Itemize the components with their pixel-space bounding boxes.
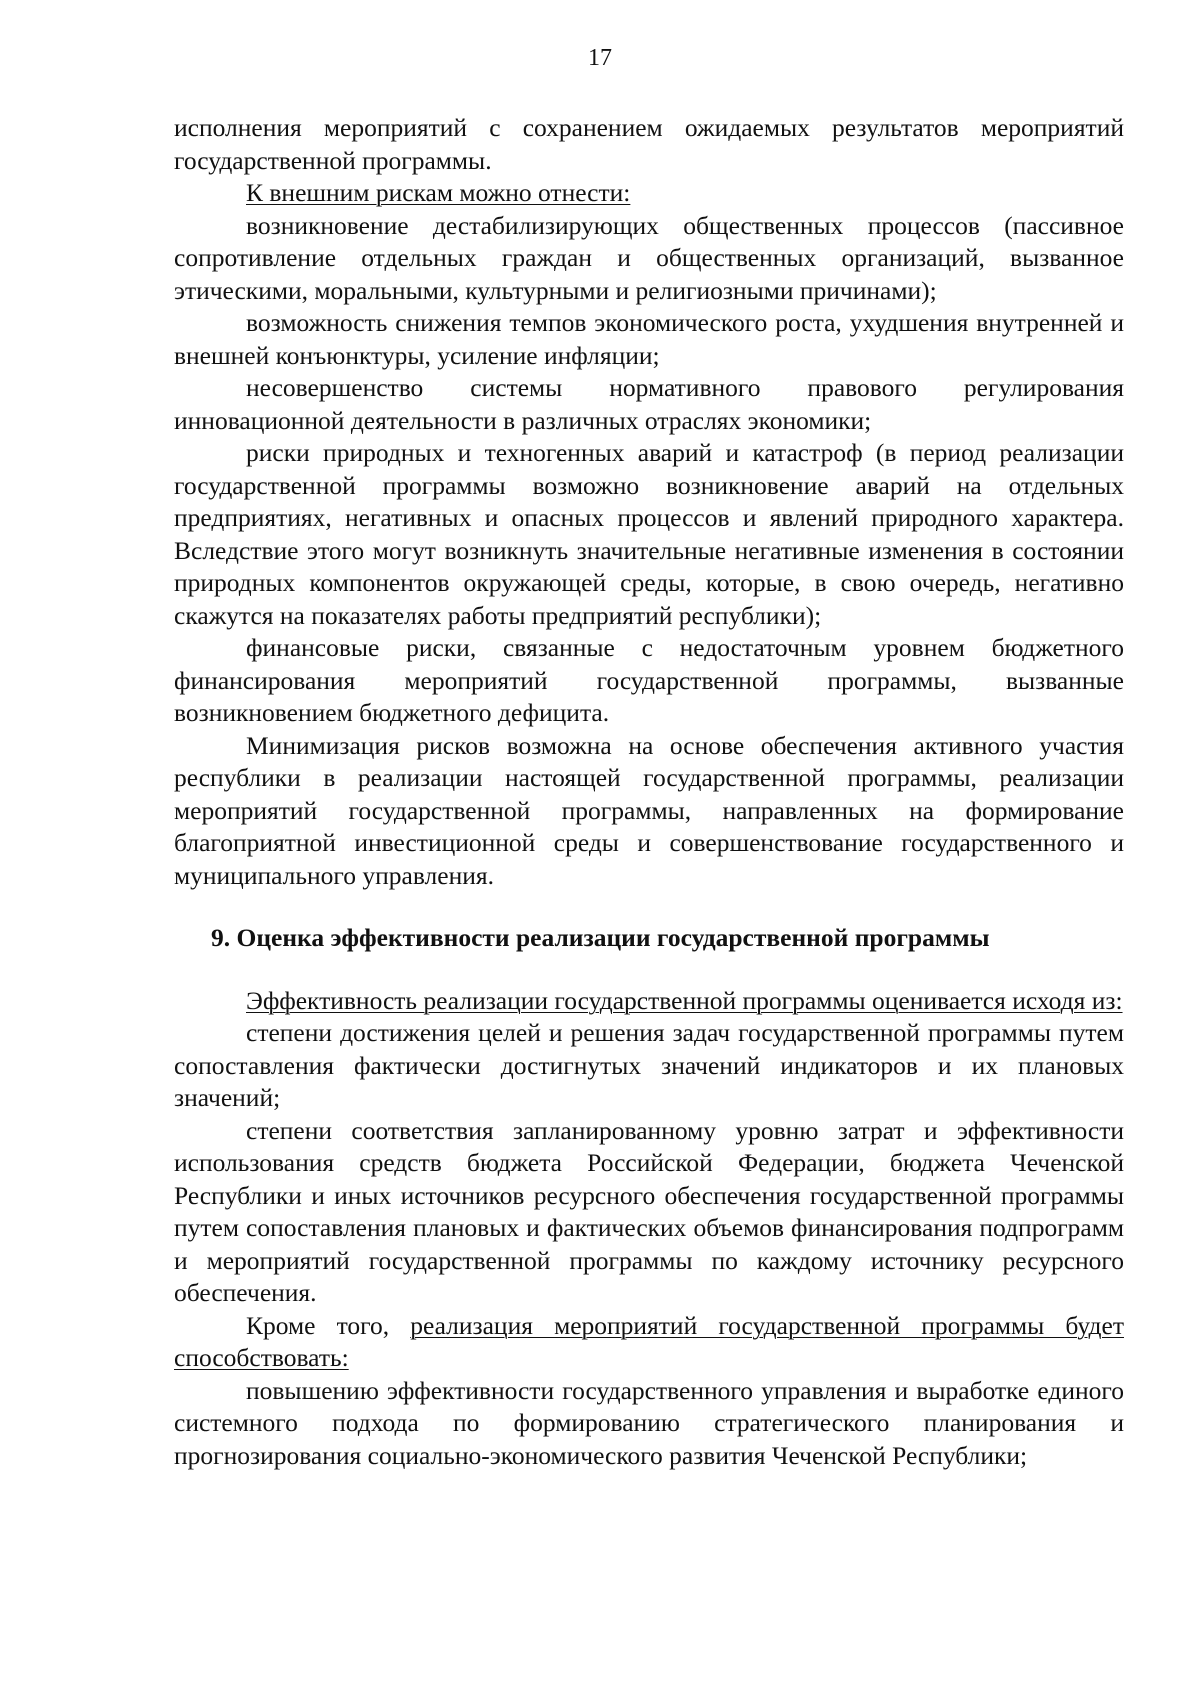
external-risks-title: К внешним рискам можно отнести: <box>246 178 631 207</box>
external-risks-title-paragraph <box>174 177 1124 210</box>
external-risk-item: возможность снижения темпов экономического роста, ухудшения внутренней и внешней конъюнктуры, усиление инфляции; <box>174 308 1124 370</box>
minimization-paragraph: Минимизация рисков возможна на основе обеспечения активного участия республики в реализации настоящей государственной программы, реализации мероприятий государственной программы, направленных на формирование благоприятной инвестиционной среды и совершенствование государственного и муниципального управления. <box>174 730 1124 890</box>
besides-prefix: Кроме того, <box>246 1310 411 1340</box>
external-risk-item: финансовые риски, связанные с недостаточным уровнем бюджетного финансирования мероприятий государственной программы, вызванные возникновением бюджетного дефицита. <box>174 633 1124 727</box>
efficiency-intro: Эффективность реализации государственной программы оценивается исходя из: <box>246 985 1123 1015</box>
page-number: 17 <box>588 45 612 71</box>
efficiency-item: степени соответствия запланированному уровню затрат и эффективности использования средств бюджета Российской Федерации, бюджета Чеченской Республики и иных источников ресурсного обеспечения государственной программы путем сопоставления плановых и фактических объемов финансирования подпрограмм и мероприятий государственной программы по каждому источнику ресурсного обеспечения. <box>174 1115 1124 1307</box>
external-risk-item: несовершенство системы нормативного правового регулирования инновационной деятельности в различных отраслях экономики; <box>174 373 1124 435</box>
paragraph-continuation: исполнения мероприятий с сохранением ожидаемых результатов мероприятий государственной программы. <box>174 113 1124 175</box>
external-risk-item: риски природных и техногенных аварий и катастроф (в период реализации государственной программы возможно возникновение аварий на отдельных предприятиях, негативных и опасных процессов и явлений природного характера. Вследствие этого могут возникнуть значительные негативные изменения в состоянии природных компонентов окружающей среды, которые, в свою очередь, негативно скажутся на показателях работы предприятий республики); <box>174 438 1124 630</box>
besides-underlined: реализация мероприятий государственной программы будет способствовать: <box>174 1310 1124 1372</box>
document-body <box>174 112 1124 1472</box>
besides-paragraph <box>174 1310 1124 1375</box>
efficiency-intro-paragraph <box>174 985 1124 1018</box>
external-risk-item: возникновение дестабилизирующих общественных процессов (пассивное сопротивление отдельных граждан и общественных организаций, вызванное этическими, моральными, культурными и религиозными причинами); <box>174 210 1124 305</box>
contribution-item: повышению эффективности государственного управления и выработке единого системного подхода по формированию стратегического планирования и прогнозирования социально-экономического развития Чеченской Республики; <box>174 1375 1124 1470</box>
section-heading: 9. Оценка эффективности реализации государственной программы <box>211 923 990 952</box>
efficiency-item: степени достижения целей и решения задач государственной программы путем сопоставления фактически достигнутых значений индикаторов и их плановых значений; <box>174 1018 1124 1112</box>
